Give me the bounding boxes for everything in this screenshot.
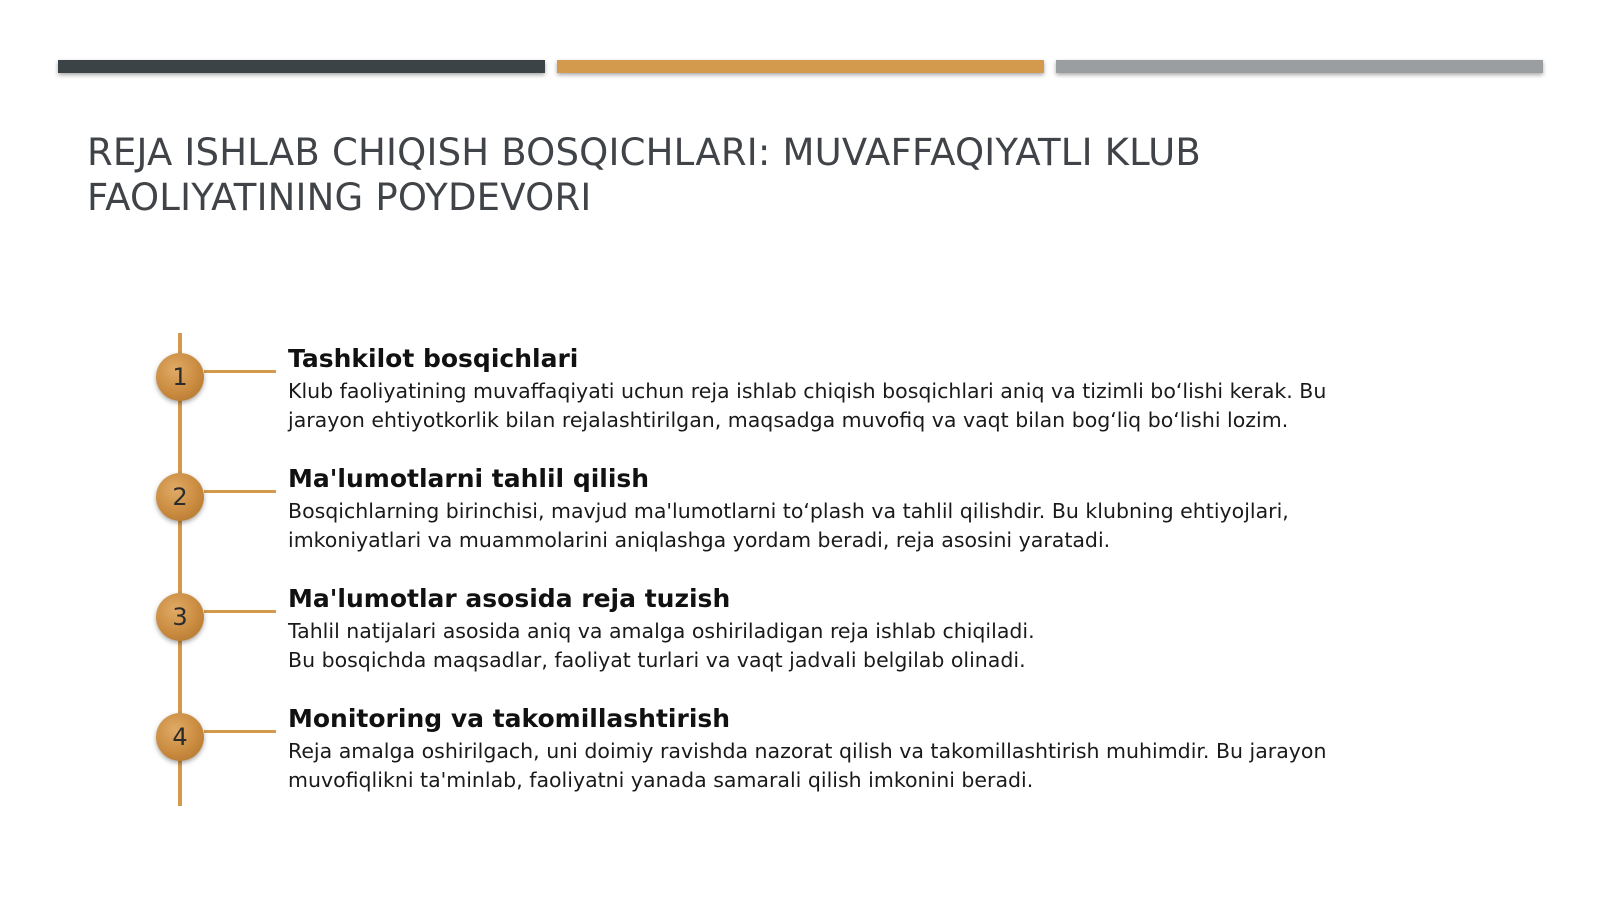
step-number-badge: 2	[156, 473, 204, 521]
step-heading: Ma'lumotlar asosida reja tuzish	[288, 584, 731, 613]
step-description-line: Reja amalga oshirilgach, uni doimiy ravishda nazorat qilish va takomillashtirish muhimdir. Bu jarayon	[288, 739, 1327, 763]
step-number-badge: 4	[156, 713, 204, 761]
step-description	[288, 377, 1418, 435]
step-description-line: jarayon ehtiyotkorlik bilan rejalashtirilgan, maqsadga muvofiq va vaqt bilan bog‘liq bo‘lishi lozim.	[288, 408, 1289, 432]
step-description-line: Bu bosqichda maqsadlar, faoliyat turlari va vaqt jadvali belgilab olinadi.	[288, 648, 1026, 672]
step-number-badge: 3	[156, 593, 204, 641]
top-bar-gray	[1056, 60, 1543, 73]
step-description-line: Klub faoliyatining muvaffaqiyati uchun reja ishlab chiqish bosqichlari aniq va tizimli bo‘lishi kerak. Bu	[288, 379, 1327, 403]
step-connector	[204, 610, 276, 613]
step-connector	[204, 730, 276, 733]
step-description-line: muvofiqlikni ta'minlab, faoliyatni yanada samarali qilish imkonini beradi.	[288, 768, 1034, 792]
step-heading: Monitoring va takomillashtirish	[288, 704, 731, 733]
step-description-line: Bosqichlarning birinchisi, mavjud ma'lumotlarni to‘plash va tahlil qilishdir. Bu klubning ehtiyojlari,	[288, 499, 1289, 523]
step-description	[288, 617, 1418, 675]
slide-title-line-2: FAOLIYATINING POYDEVORI	[87, 176, 592, 219]
step-connector	[204, 370, 276, 373]
step-description-line: imkoniyatlari va muammolarini aniqlashga yordam beradi, reja asosini yaratadi.	[288, 528, 1111, 552]
top-bar-accent	[557, 60, 1044, 73]
step-description-line: Tahlil natijalari asosida aniq va amalga oshiriladigan reja ishlab chiqiladi.	[288, 619, 1035, 643]
step-heading: Ma'lumotlarni tahlil qilish	[288, 464, 650, 493]
top-bar-dark	[58, 60, 545, 73]
slide-title	[87, 130, 1487, 220]
step-description	[288, 497, 1418, 555]
step-heading: Tashkilot bosqichlari	[288, 344, 579, 373]
slide-title-line-1: REJA ISHLAB CHIQISH BOSQICHLARI: MUVAFFAQIYATLI KLUB	[87, 131, 1201, 174]
step-connector	[204, 490, 276, 493]
step-description	[288, 737, 1418, 795]
step-number-badge: 1	[156, 353, 204, 401]
